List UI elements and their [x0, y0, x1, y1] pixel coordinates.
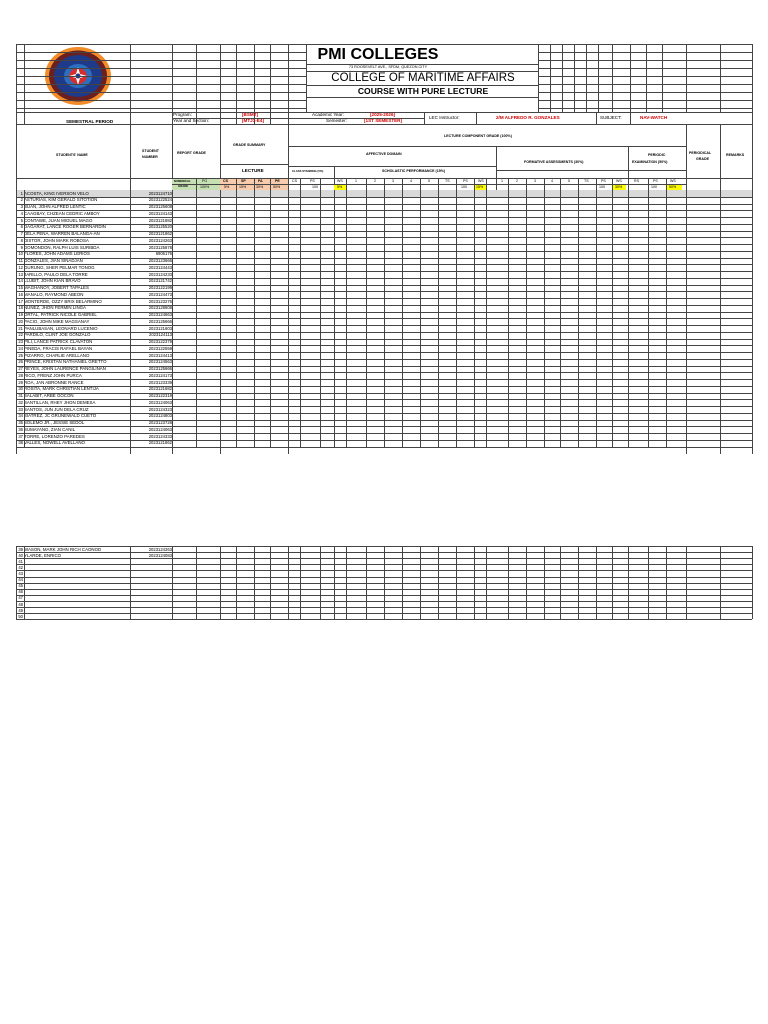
student-number: 2023122319 [148, 393, 172, 399]
student-number: 2023123276 [148, 298, 172, 304]
pe-ws-label: WS [670, 179, 676, 183]
col-affective: AFFECTIVE DOMAIN [366, 152, 402, 156]
col-lecture-component: LECTURE COMPONENT GRADE (100%) [444, 134, 512, 138]
student-name: GONZALES, JIAN SINADJAN [24, 258, 83, 263]
sp-col-2: 2 [374, 179, 376, 183]
row-number: 2 [20, 197, 23, 203]
student-number: 2023121862 [148, 231, 172, 237]
student-number: 2023124083 [148, 552, 172, 558]
pe-ws-value: 50% [669, 184, 677, 189]
row-number: 49 [18, 607, 23, 613]
sp-ws-value: 15% [476, 184, 484, 189]
fa-col-1: 1 [501, 179, 503, 183]
student-name: SANTILLAN, RHEY JHON DEMESA [24, 399, 96, 405]
row-number: 46 [18, 589, 23, 595]
student-name: MAGHANOY, JOBERT TAPALES [24, 285, 89, 290]
student-number: 2023125878 [148, 244, 172, 250]
student-number: 2023124563 [148, 359, 172, 365]
instructor-value: 2/M ALFREDO R. GONZALES [496, 115, 560, 120]
student-name: SOLEMO JR., JESSIE SEDOL [24, 420, 85, 425]
summary-cs-pct: 5% [224, 184, 230, 189]
row-number: 8 [20, 237, 23, 243]
fa-col-5: 5 [568, 179, 570, 183]
student-number: 2023123728 [148, 420, 172, 426]
row-number: 43 [18, 571, 23, 576]
student-name: PRINCE, KRISTAN NATHANIEL GRETTO [24, 359, 107, 365]
row-number: 25 [18, 352, 23, 358]
fa-col-4: 4 [551, 179, 553, 183]
student-number: 2023122199 [148, 285, 172, 291]
row-number: 10 [18, 251, 23, 257]
student-number: 2023121742 [148, 278, 172, 284]
row-number: 18 [18, 305, 23, 311]
row-number: 5 [20, 217, 23, 223]
summary-pe-pct: 50% [273, 184, 281, 189]
student-name: ACOSTA, KING IVERSON VELO [24, 190, 89, 196]
row-number: 14 [18, 278, 23, 284]
student-name: PINEDA, FRACIS RAFAEL BAYAN [24, 345, 93, 351]
row-number: 41 [18, 558, 23, 564]
college-name: PMI COLLEGES [317, 46, 439, 63]
row-number: 36 [18, 426, 23, 432]
student-number: 2023124803 [148, 413, 172, 419]
summary-sp: SP [241, 179, 246, 183]
row-number: 19 [18, 312, 23, 318]
student-number: 2023124263 [148, 546, 172, 552]
col-periodical-1: PERIODICAL [689, 151, 712, 155]
col-formative: FORMATIVE ASSESSMENTS (30%) [524, 160, 584, 164]
row-number: 21 [18, 325, 23, 331]
student-number: 2023122379 [148, 339, 172, 345]
sp-col-4: 4 [410, 179, 412, 183]
fa-ps-label: PS [601, 179, 606, 183]
row-number: 48 [18, 601, 23, 607]
student-number: 2023124710 [148, 190, 172, 196]
col-student-number-1: STUDENT [142, 149, 159, 153]
student-name: ROA, JAN ABRONNE RANCE [24, 379, 84, 385]
student-number: 2023128608 [148, 305, 172, 311]
section-label: Year and Section: [173, 118, 210, 123]
row-number: 45 [18, 583, 23, 589]
student-number: 2023125666 [148, 318, 172, 324]
student-name: FLORES, JOHN ADAMS LERIOS [24, 251, 90, 257]
student-number: 2023124323 [148, 406, 172, 412]
student-name: REYES, JOHN LAURENCE PANGILINAN [24, 366, 106, 371]
academic-year-value: [2025-2026] [370, 112, 396, 117]
row-number: 47 [18, 595, 23, 601]
student-number: 2023123666 [148, 258, 172, 264]
student-name: PANLUBASAN, LEONARD LUCENIO [24, 325, 98, 331]
sp-col-1: 1 [355, 179, 357, 183]
sp-ts-label: TS [445, 179, 450, 183]
row-number: 20 [18, 318, 23, 324]
col-student-number-2: NUMBER [142, 155, 158, 159]
student-name: WASON, MARK JOHN RICH CAONOD [24, 546, 102, 552]
student-name: DISTOR, JOHN MARK ROBOSA [24, 237, 89, 243]
row-number: 27 [18, 366, 23, 372]
pe-ps-value: 100 [651, 184, 657, 189]
student-number: 2023122559 [148, 345, 172, 351]
cs-ws-value: 5% [337, 184, 343, 189]
student-name: RICO, FRENZ JOHN PURCA [24, 372, 82, 378]
row-number: 34 [18, 413, 23, 419]
row-number: 11 [18, 258, 23, 264]
student-number: 2023121882 [148, 217, 172, 223]
student-name: JARILLO, PAULO DELA TORRE [24, 271, 88, 277]
student-number: 2023124443 [148, 264, 172, 270]
row-number: 16 [18, 291, 23, 297]
row-number: 1 [20, 190, 23, 196]
row-number: 23 [18, 339, 23, 345]
row-number: 31 [18, 393, 23, 399]
student-number: 2023124173 [148, 372, 172, 378]
row-number: 35 [18, 420, 23, 426]
col-periodical-2: GRADE [696, 157, 709, 161]
sp-ws-label: WS [478, 179, 484, 183]
student-number: 2023125520 [148, 224, 172, 230]
student-name: CAAGBAY, CHZEAN CEDRIC AMBOY [24, 210, 100, 216]
program-value: [BSMT] [242, 112, 259, 117]
student-number: 2023124413 [148, 352, 172, 358]
row-number: 13 [18, 271, 23, 277]
department-name: COLLEGE OF MARITIME AFFAIRS [331, 72, 515, 84]
fa-ws-label: WS [616, 179, 622, 183]
fa-ps-value: 100 [599, 184, 605, 189]
summary-fa-pct: 30% [256, 184, 264, 189]
fa-ts-label: TS [584, 179, 589, 183]
summary-cs: CS [223, 179, 228, 183]
row-number: 42 [18, 564, 23, 570]
col-grade-summary: GRADE SUMMARY [233, 143, 266, 147]
student-name: TORRE, LORENZO PAREDES [24, 433, 85, 439]
numerical-grade-1: NUMERICAL [174, 179, 191, 183]
sp-col-5: 5 [428, 179, 430, 183]
academic-year-label: Academic Year: [312, 112, 344, 117]
summary-sp-pct: 15% [239, 184, 247, 189]
row-number: 32 [18, 399, 23, 405]
student-number: 2023124263 [148, 237, 172, 243]
col-class-standing: CLASS STANDING (5%) [292, 169, 324, 173]
student-name: DAGARAT, LANCE ROGER BERNARDIN [24, 224, 106, 230]
col-report-grade: REPORT GRADE [177, 151, 206, 155]
student-number: 2023121603 [148, 325, 172, 331]
student-number: 2023124113 [149, 332, 172, 338]
student-number: 2023124063 [148, 426, 172, 432]
student-name: YLARDE, ENRICO [24, 552, 62, 558]
summary-pg-pct: 100% [200, 184, 210, 189]
student-name: DOMONDON, RALPH LUIS SURIBDA [24, 244, 100, 250]
row-number: 33 [18, 406, 23, 412]
row-number: 9 [20, 244, 23, 250]
semestral-period: SEMESTRAL PERIOD [66, 119, 114, 124]
row-number: 30 [18, 386, 23, 392]
student-name: ROSITA, MARK CHRISTIAN LENTIJA [24, 386, 99, 392]
row-number: 40 [18, 552, 23, 558]
pe-rs-label: RS [634, 179, 639, 183]
student-number: 2023124663 [148, 312, 172, 318]
summary-fa: FA [258, 179, 263, 183]
row-number: 24 [18, 345, 23, 351]
student-name: ASTURIAS, KIM GERALD SITOTION [24, 197, 98, 203]
col-remarks: REMARKS [726, 153, 745, 157]
col-scholastic: SCHOLASTIC PERFORMANCE (15%) [382, 169, 446, 173]
student-name: MANALO, RAYMOND ABEON [24, 291, 84, 297]
row-number: 39 [18, 546, 23, 552]
row-number: 26 [18, 359, 23, 365]
sp-ps-value: 100 [461, 184, 467, 189]
summary-pe: PE [275, 179, 280, 183]
course-type: COURSE WITH PURE LECTURE [357, 86, 489, 96]
student-name: LLUBIT, JOHN KIAN BRAVO [24, 278, 81, 284]
col-lecture: LECTURE [242, 168, 264, 173]
student-name: BUAN, JOHN ALFRED LENTIC [24, 204, 86, 209]
student-name: NUNEZ, JHON FERMIN LINGA [24, 305, 86, 311]
summary-pg: PG [202, 179, 208, 183]
row-number: 37 [18, 433, 23, 439]
row-number: 15 [18, 285, 23, 291]
subject-value: NAV-WATCH [640, 115, 668, 120]
student-name: ORTAL, PATRICK NICOLE GABRIEL [24, 312, 97, 317]
student-number: 2023124333 [148, 433, 172, 439]
row-number: 4 [20, 210, 23, 216]
student-number: 2023121862 [148, 440, 172, 446]
col-student-name: STUDENTS' NAME [56, 153, 88, 157]
fa-col-2: 2 [516, 179, 518, 183]
student-name: SUMAYANG, ZIAN CANIL [24, 426, 76, 432]
row-number: 17 [18, 298, 23, 304]
student-number: 2023124063 [148, 399, 172, 405]
student-name: SANTOS, JUN JUN DELA CRUZ [24, 406, 89, 412]
student-number: 6906176 [155, 251, 172, 257]
row-number: 29 [18, 379, 23, 385]
subject-label: SUBJECT: [600, 115, 622, 120]
student-name: PARDILO, CLINT JOE GONZALO [24, 332, 91, 338]
row-number: 44 [18, 577, 23, 583]
student-number: 2023124233 [148, 271, 172, 277]
student-number: 2023124143 [148, 210, 172, 216]
cs-ps-label: PS [310, 179, 315, 183]
cs-label: CS [292, 179, 297, 183]
row-number: 3 [20, 204, 23, 210]
student-number: 2023125608 [148, 204, 172, 210]
student-name: DELA PENA, WARREN BALANGA-AN [24, 231, 100, 236]
student-name: CONTAWE, JUAN MIGUEL MAGO [24, 217, 93, 223]
student-number: 2023122524 [148, 197, 172, 203]
col-periodic-2: EXAMINATION (50%) [632, 160, 668, 164]
sp-ps-label: PS [463, 179, 468, 183]
row-number: 28 [18, 372, 23, 378]
col-periodic-1: PERIODIC [648, 153, 666, 157]
pe-ps-label: PS [653, 179, 658, 183]
college-address: 73 ROOSEVELT AVE., SFDM, QUEZON CITY [348, 65, 428, 69]
fa-ws-value: 30% [615, 184, 623, 189]
fa-col-3: 3 [534, 179, 536, 183]
section-value: [MTJ1-E4] [242, 118, 264, 123]
semester-value: [1ST SEMESTER] [364, 118, 403, 123]
student-number: 2023125666 [148, 366, 172, 372]
program-label: Program: [173, 112, 192, 117]
student-number: 2023123339 [148, 379, 172, 385]
row-number: 38 [18, 440, 23, 446]
student-name: VALLES, NOWELL AVELLANO [24, 440, 85, 446]
student-name: PACIO, JOHN MIKE MAGSANAY [24, 318, 90, 324]
semester-label: Semester: [326, 118, 347, 123]
student-name: PILI, LANCE PATRICK CLAVATON [24, 339, 93, 344]
instructor-label: LEC Instructor: [429, 115, 460, 120]
student-name: SIATREZ, JC GRUNEWALD CUETO [24, 413, 97, 419]
numerical-grade-2: GRADE [178, 184, 189, 188]
row-number: 22 [18, 332, 23, 338]
row-number: 6 [20, 224, 23, 230]
row-number: 12 [18, 264, 23, 270]
student-number: 2023124473 [148, 291, 172, 297]
student-name: SALABIT, ARBE GOCON [24, 393, 74, 398]
row-number: 7 [20, 231, 23, 237]
row-number: 50 [18, 613, 23, 619]
sp-col-3: 3 [392, 179, 394, 183]
student-number: 2023121682 [148, 386, 172, 392]
student-name: MONTERDE, OZZY BRIX BELARMINO [24, 298, 102, 304]
student-name: GURUNG, SHER PELMAR TONOG [24, 264, 95, 270]
cs-ws-label: WS [337, 179, 343, 183]
cs-ps-value: 100 [312, 184, 318, 189]
student-name: PIZARRO, CHARLIE ARELLANO [24, 352, 90, 358]
